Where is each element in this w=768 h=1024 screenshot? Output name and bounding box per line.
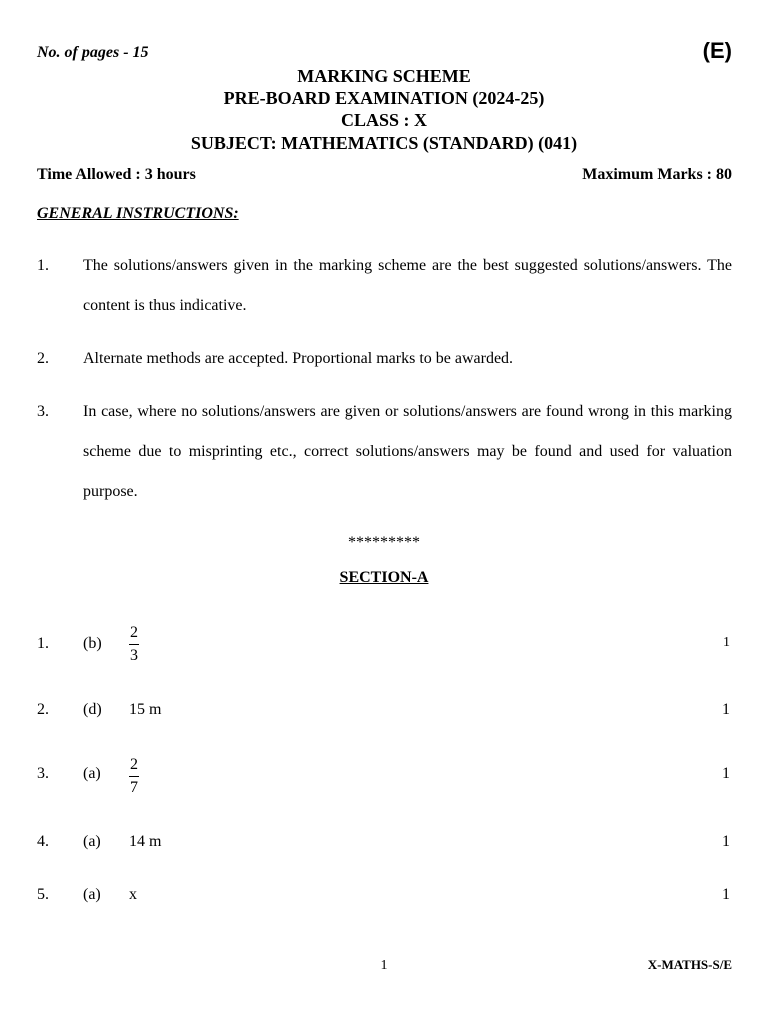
question-number: 2. — [37, 701, 49, 718]
version-label: (E) — [702, 38, 732, 63]
title-subject: SUBJECT: MATHEMATICS (STANDARD) (041) — [190, 133, 578, 153]
section-title: SECTION-A — [339, 569, 429, 586]
answer-marks: 1 — [723, 635, 730, 650]
maximum-marks: Maximum Marks : 80 — [582, 166, 732, 183]
question-number: 4. — [37, 833, 49, 850]
separator-stars: ********* — [348, 534, 420, 551]
paper-code: X-MATHS-S/E — [647, 957, 732, 972]
fraction-numerator: 2 — [129, 623, 139, 645]
fraction-numerator: 2 — [129, 755, 139, 777]
answer-text: x — [129, 886, 137, 903]
answer-marks: 1 — [722, 833, 730, 850]
answer-option: (a) — [83, 886, 101, 903]
fraction-denominator: 3 — [130, 647, 138, 664]
title-class: CLASS : X — [340, 110, 428, 130]
answer-option: (d) — [83, 701, 102, 718]
instructions-heading: GENERAL INSTRUCTIONS: — [37, 205, 239, 222]
answer-marks: 1 — [722, 701, 730, 718]
instruction-text: In case, where no solutions/answers are given or solutions/answers are found wrong in this marking scheme due to misprinting etc., correct solutions/answers may be found and used for valuation purpose. — [83, 403, 732, 500]
page-number: 1 — [380, 958, 388, 973]
page-count: No. of pages - 15 — [37, 44, 149, 61]
instruction-text: Alternate methods are accepted. Proportional marks to be awarded. — [83, 350, 514, 367]
title-marking-scheme: MARKING SCHEME — [297, 66, 471, 86]
answer-marks: 1 — [722, 765, 730, 782]
answer-fraction — [129, 623, 139, 666]
fraction-denominator: 7 — [130, 779, 138, 796]
time-allowed: Time Allowed : 3 hours — [37, 166, 196, 183]
answer-fraction — [129, 755, 139, 798]
answer-text: 15 m — [129, 701, 162, 718]
answer-option: (b) — [83, 635, 102, 652]
question-number: 3. — [37, 765, 49, 782]
question-number: 1. — [37, 635, 49, 652]
instruction-number: 2. — [37, 350, 49, 367]
question-number: 5. — [37, 886, 49, 903]
instruction-text: The solutions/answers given in the marking scheme are the best suggested solutions/answers. The content is thus indicative. — [83, 257, 732, 314]
answer-option: (a) — [83, 833, 101, 850]
title-examination: PRE-BOARD EXAMINATION (2024-25) — [223, 88, 545, 108]
answer-text: 14 m — [129, 833, 162, 850]
instruction-number: 3. — [37, 403, 49, 420]
answer-option: (a) — [83, 765, 101, 782]
instruction-number: 1. — [37, 257, 49, 274]
answer-marks: 1 — [722, 886, 730, 903]
